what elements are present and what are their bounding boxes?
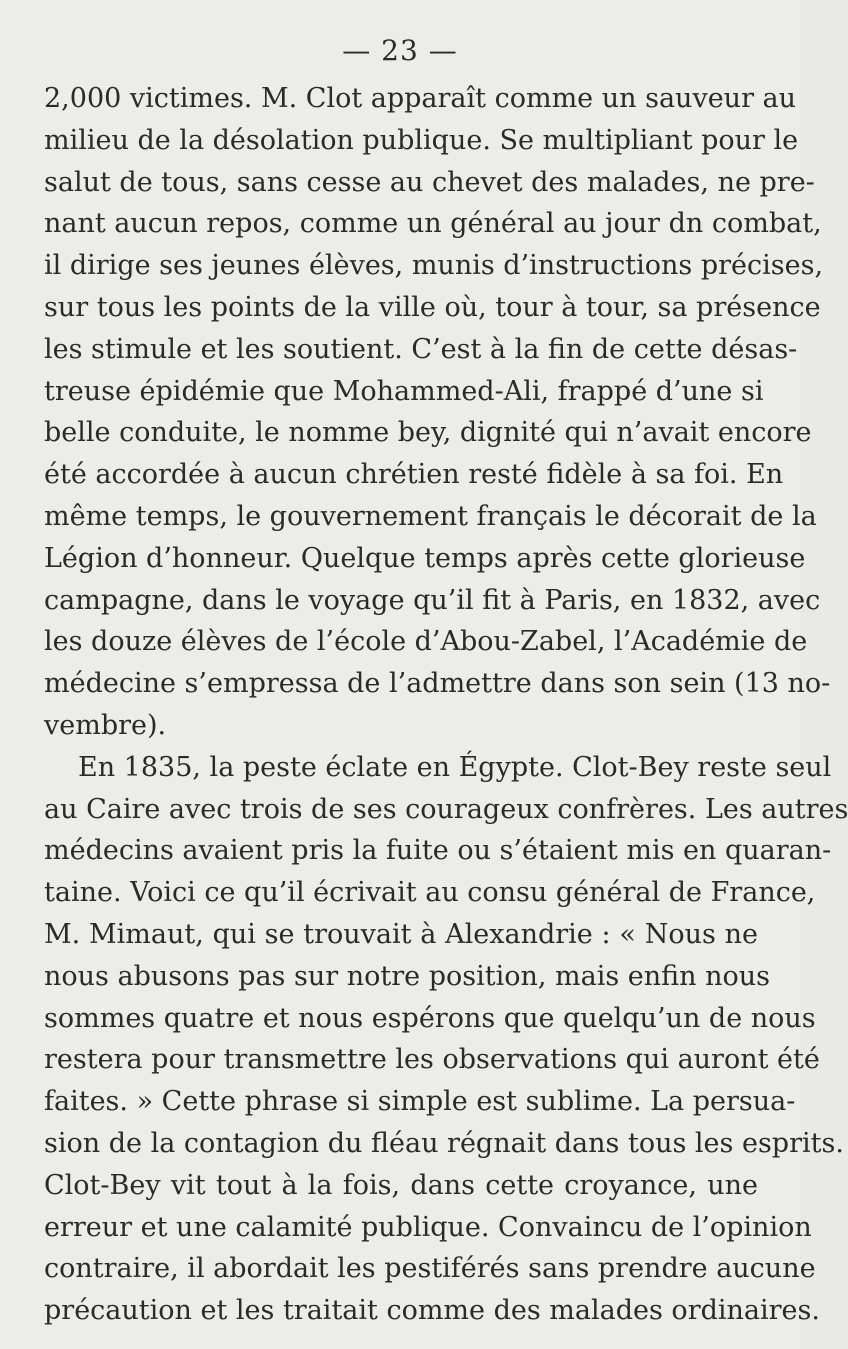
- text-line: vembre).: [44, 709, 167, 741]
- text-line: sommes quatre et nous espérons que quelqu’un de nous: [44, 1002, 816, 1034]
- text-line: belle conduite, le nomme bey, dignité qui n’avait encore: [44, 417, 812, 449]
- text-line: les douze élèves de l’école d’Abou-Zabel, l’Académie de: [44, 626, 808, 658]
- text-line: précaution et les traitait comme des malades ordinaires.: [44, 1295, 820, 1327]
- text-line: En 1835, la peste éclate en Égypte. Clot-Bey reste seul: [78, 751, 832, 783]
- text-line: sion de la contagion du fléau régnait dans tous les esprits.: [44, 1127, 844, 1159]
- text-line: Légion d’honneur. Quelque temps après cette glorieuse: [44, 542, 806, 574]
- text-line: médecins avaient pris la fuite ou s’étaient mis en quaran-: [44, 835, 832, 867]
- text-line: au Caire avec trois de ses courageux confrères. Les autres: [44, 793, 848, 825]
- page-number: — 23 —: [342, 34, 458, 67]
- text-line: médecine s’empressa de l’admettre dans son sein (13 no-: [44, 668, 831, 700]
- body-text: [44, 78, 848, 1332]
- text-line: salut de tous, sans cesse au chevet des malades, ne pre-: [44, 166, 815, 198]
- text-line: faites. » Cette phrase si simple est sublime. La persua-: [44, 1086, 796, 1118]
- text-line: été accordée à aucun chrétien resté fidèle à sa foi. En: [44, 459, 784, 491]
- text-line: milieu de la désolation publique. Se multipliant pour le: [44, 124, 799, 156]
- text-line: Clot-Bey vit tout à la fois, dans cette croyance, une: [44, 1169, 758, 1201]
- text-line: nous abusons pas sur notre position, mais enfin nous: [44, 960, 771, 992]
- text-line: sur tous les points de la ville où, tour à tour, sa présence: [44, 291, 821, 323]
- text-line: il dirige ses jeunes élèves, munis d’instructions précises,: [44, 250, 824, 282]
- text-line: les stimule et les soutient. C’est à la fin de cette désas-: [44, 333, 798, 365]
- text-line: M. Mimaut, qui se trouvait à Alexandrie : « Nous ne: [44, 918, 758, 950]
- text-line: erreur et une calamité publique. Convaincu de l’opinion: [44, 1211, 812, 1243]
- text-line: restera pour transmettre les observations qui auront été: [44, 1044, 820, 1076]
- text-line: taine. Voici ce qu’il écrivait au consu général de France,: [44, 877, 816, 909]
- text-line: même temps, le gouvernement français le décorait de la: [44, 500, 817, 532]
- text-line: contraire, il abordait les pestiférés sans prendre aucune: [44, 1253, 816, 1285]
- text-line: treuse épidémie que Mohammed-Ali, frappé d’une si: [44, 375, 764, 407]
- text-line: campagne, dans le voyage qu’il fit à Paris, en 1832, avec: [44, 584, 821, 616]
- text-line: 2,000 victimes. M. Clot apparaît comme un sauveur au: [44, 83, 797, 114]
- text-line: nant aucun repos, comme un général au jour dn combat,: [44, 208, 822, 240]
